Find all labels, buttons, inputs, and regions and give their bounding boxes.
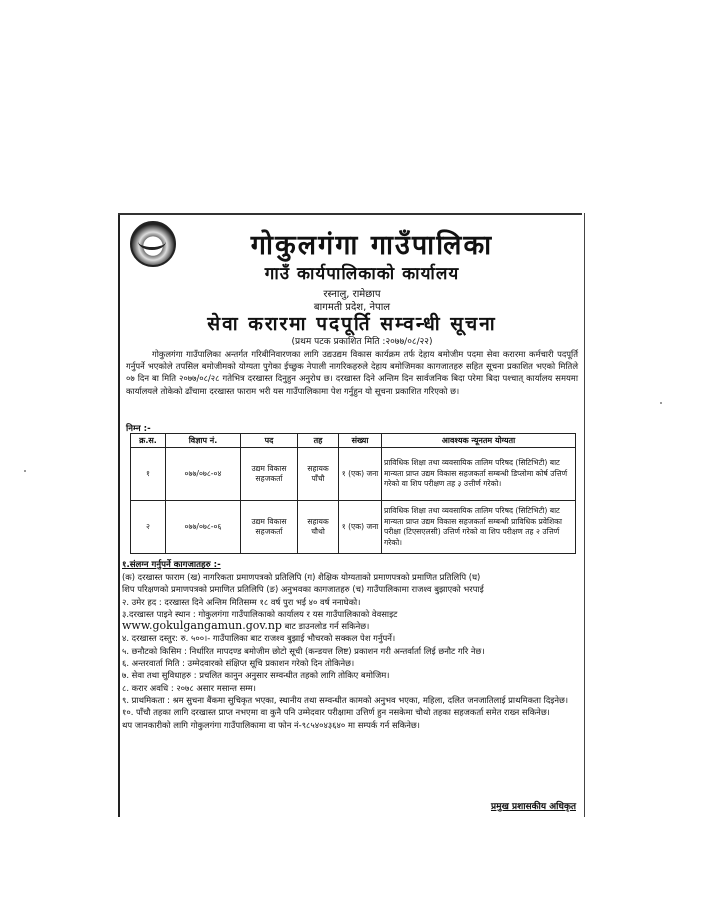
- list-item: (क) दरखास्त फाराम (ख) नागरिकता प्रमाणपत्रको प्रतिलिपि (ग) शैक्षिक योग्यताको प्रमाणपत्रको प्रमाणित प्रतिलिपि (घ): [122, 572, 481, 582]
- list-item: थप जानकारीको लागि गोकुलगंगा गाउँपालिकामा वा फोन नं-९८५४०४३६४० मा सम्पर्क गर्न सकिनेछ।: [122, 719, 420, 730]
- cell-count: १ (एक) जना: [339, 448, 382, 501]
- table-row: [131, 448, 576, 501]
- cell-qualification: प्राविधिक शिक्षा तथा व्यवसायिक तालिम परिषद (सिटिभिटी) बाट मान्यता प्राप्त उद्यम विकास सहजकर्ता सम्बन्धी डिप्लोमा कोर्ष उत्तिर्ण गरेको वा शिप परीक्षण तह ३ उत्तीर्ण गरेको।: [382, 448, 576, 501]
- scan-speck: [660, 402, 662, 404]
- col-post: पद: [241, 434, 298, 448]
- attachments-heading: १.संलग्न गर्नुपर्ने कागजातहरु :-: [122, 560, 221, 570]
- address-line-2: बागमती प्रदेश, नेपाल: [313, 302, 391, 313]
- list-item: ७. सेवा तथा सुविधाहरु : प्रचलित कानुन अनुसार सम्वन्धीत तहको लागि तोकिए बमोजिम।: [122, 670, 390, 681]
- published-date: (प्रथम पटक प्रकाशित मिति :२०७७/०८/२२): [291, 337, 433, 347]
- cell-post: उद्यम विकास सहजकर्ता: [241, 501, 298, 554]
- signature-title: प्रमुख प्रशासकीय अधिकृत: [490, 802, 576, 812]
- website-link[interactable]: www.gokulgangamun.gov.np: [122, 620, 282, 633]
- notice-title: सेवा करारमा पदपूर्ति सम्वन्धी सूचना: [207, 313, 497, 335]
- col-qualification: आवश्यक न्यूनतम योग्यता: [382, 434, 576, 448]
- address-line-1: रस्नालु, रामेछाप: [323, 289, 381, 300]
- section-label: निम्न :-: [126, 424, 151, 434]
- list-item: ६. अन्तरवार्ता मिति : उम्मेदवारको संक्षिप्त सूचि प्रकाशन गरेको दिन तोकिनेछ।: [122, 658, 355, 669]
- col-level: तह: [298, 434, 339, 448]
- vacancy-table: [130, 433, 576, 554]
- cell-level: सहायक पाँचौ: [298, 448, 339, 501]
- list-item: [122, 620, 582, 632]
- cell-sn: २: [131, 501, 166, 554]
- list-item: ५. छनौटको किसिम : निर्धारित मापदण्ड बमोजीम छोटो सूची (कन्डयत्त लिष्ट) प्रकाशन गरी अन्तर्वार्ता लिई छनौट गरि नेछ।: [122, 645, 485, 656]
- office-title: गोकुलगंगा गाउँपालिका: [250, 230, 494, 261]
- office-subtitle: गाउँ कार्यपालिकाको कार्यालय: [264, 264, 460, 284]
- col-count: संख्या: [339, 434, 382, 448]
- cell-post: उद्यम विकास सहजकर्ता: [241, 448, 298, 501]
- cell-adv-no: ०७७/०७८-०४: [166, 448, 241, 501]
- list-item: शिप परिक्षणको प्रमाणपत्रको प्रमाणित प्रतिलिपि (ङ) अनुभवका कागजातहरु (च) गाउँपालिकामा राजश्व बुझाएको भरपाई: [122, 584, 484, 595]
- list-item: २. उमेर हद : दरखास्त दिने अन्तिम मितिसम्म १८ वर्ष पुरा भई ४० वर्ष ननाघेको।: [122, 596, 361, 607]
- cell-level: सहायक चौथो: [298, 501, 339, 554]
- list-item: ९. प्राथमिकता : श्रम सुचना बैंकमा सुचिकृत भएका, स्थानीय तथा सम्वन्धीत कामको अनुभव भएका, महिला, दलित जनजातिलाई प्राथमिकता दिइनेछ।: [122, 694, 569, 705]
- cell-qualification: प्राविधिक शिक्षा तथा व्यवसायिक तालिम परिषद (सिटिभिटी) बाट मान्यता प्राप्त उद्यम विकास सहजकर्ता सम्बन्धी प्राविधिक प्रवेशिका परीक्षा (टिएसएलसी) उत्तिर्ण गरेको वा शिप परीक्षण तह २ उत्तिर्ण गरेको।: [382, 501, 576, 554]
- list-item: १०. पाँचौ तहका लागि दरखास्त प्राप्त नभएमा वा कुनै पनि उम्मेदवार परीक्षामा उत्तिर्ण हुन नसकेमा चौथो तहका सहजकर्ता समेत राख्न सकिनेछ।: [122, 707, 550, 718]
- instructions-list: [122, 571, 582, 731]
- cell-count: १ (एक) जना: [339, 501, 382, 554]
- list-item: ८. करार अवधि : २०७८ असार मसान्त सम्म।: [122, 682, 256, 693]
- intro-paragraph: गोकुलगंगा गाउँपालिका अन्तर्गत गरिबीनिवारणका लागि उद्यउद्यम विकास कार्यक्रम तर्फ देहाय बमोजीम पदमा सेवा करारमा कर्मचारी पदपूर्ति गर्नुपर्ने भएकोले तपसिल बमोजीमको योग्यता पुगेका ईच्छुक नेपाली नागरिकहरुले देहाय बमोजिमका कागजातहरु सहित सूचना प्रकाशित भएको मितिले ०७ दिन बा मिति २०७७/०८/२८ गतेभित्र दरखास्त दिनुहुन अनुरोध छ। दरखास्त दिने अन्तिम दिन सार्वजनिक बिदा परेमा बिदा पश्चात् कार्यालय समयमा कार्यालयले तोकेको ढाँचामा दरखास्त फाराम भरी यस गाउँपालिकामा पेश गर्नुहुन यो सूचना प्रकाशित गरिएको छ।: [126, 349, 578, 396]
- scan-speck: [24, 470, 26, 472]
- col-sn: क्र.स.: [131, 434, 166, 448]
- list-item: ४. दरखास्त दस्तुर: रु. ५००।- गाउँपालिका बाट राजश्व बुझाई भौचरको सक्कल पेश गर्नुपर्ने।: [122, 633, 396, 644]
- download-note: बाट डाउनलोड गर्न सकिनेछ।: [284, 621, 370, 632]
- list-item: ३.दरखास्त पाइने स्थान : गोकुलगंगा गाउँपालिकाको कार्यालय र यस गाउँपालिकाको वेवसाइट: [122, 608, 398, 619]
- cell-adv-no: ०७७/०७८-०६: [166, 501, 241, 554]
- table-row: [131, 501, 576, 554]
- table-header-row: [131, 434, 576, 448]
- cell-sn: १: [131, 448, 166, 501]
- col-adv-no: विज्ञाप नं.: [166, 434, 241, 448]
- notice-sheet: [118, 213, 585, 817]
